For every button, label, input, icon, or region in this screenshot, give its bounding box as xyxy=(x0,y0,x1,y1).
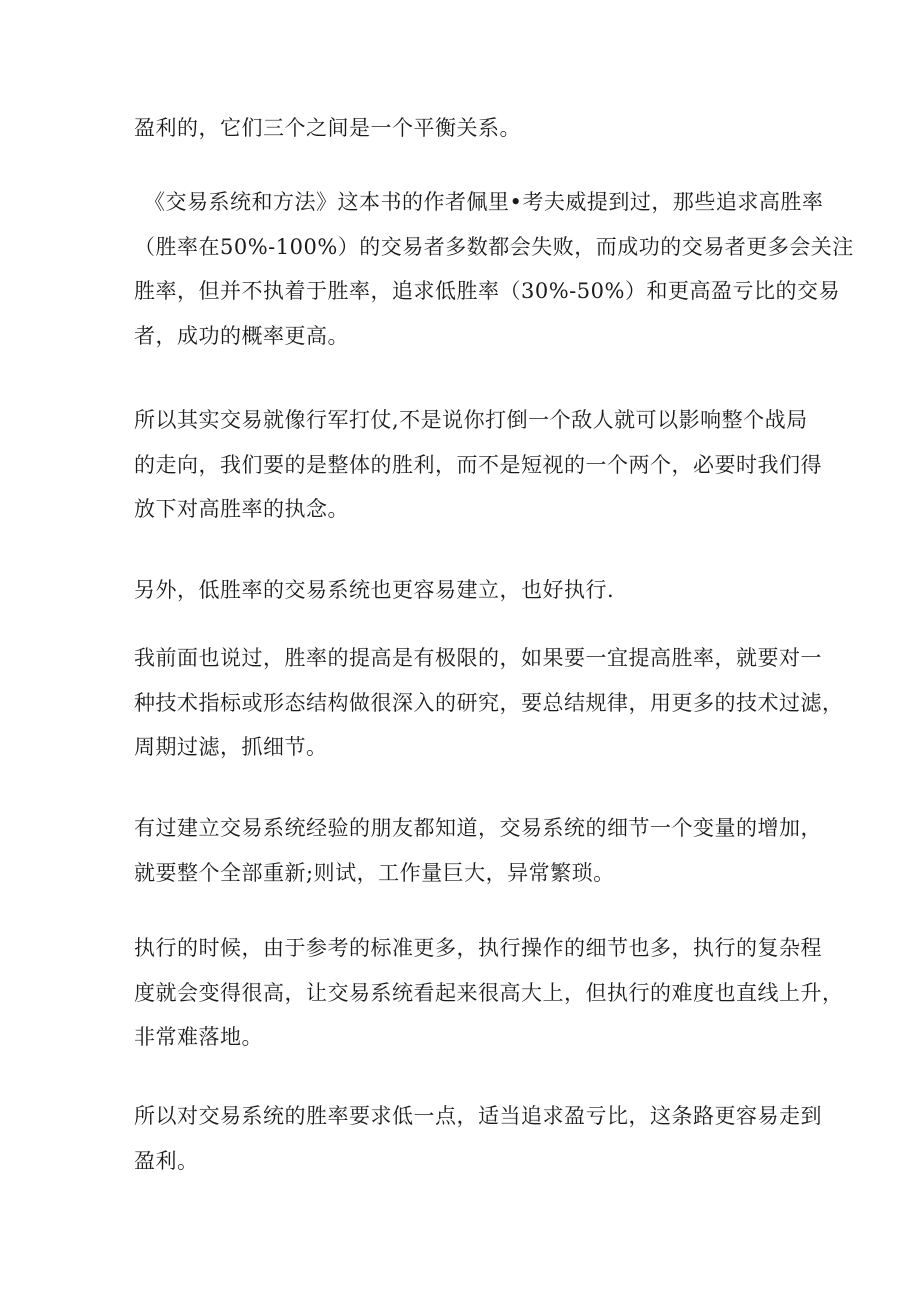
paragraph-line: 者，成功的概率更高。 xyxy=(134,323,349,348)
paragraph-line: 所以对交易系统的胜率要求低一点，适当追求盈亏比，这条路更容易走到 xyxy=(134,1104,822,1128)
paragraph-line: 放下对高胜率的执念。 xyxy=(134,497,349,521)
paragraph-3 xyxy=(134,398,822,532)
paragraph-line: 种技术指标或形态结构做很深入的研究，要总结规律，用更多的技术过滤， xyxy=(134,690,844,715)
paragraph-1 xyxy=(134,106,794,151)
paragraph-line: 胜率，但并不执着于胜率，追求低胜率（30%-50%）和更高盈亏比的交易 xyxy=(134,279,840,303)
paragraph-line: 我前面也说过，胜率的提高是有极限的，如果要一宜提高胜率，就要对一 xyxy=(134,646,822,670)
paragraph-line: 的走向，我们要的是整体的胜利，而不是短视的一个两个，必要时我们得 xyxy=(134,452,822,477)
paragraph-line: 非常难落地。 xyxy=(134,1025,263,1049)
paragraph-line: 所以其实交易就像行军打仗,不是说你打倒一个敌人就可以影响整个战局 xyxy=(134,408,808,432)
paragraph-line: 周期过滤，抓细节。 xyxy=(134,735,328,759)
paragraph-line: 另外，低胜率的交易系统也更容易建立，也好执行. xyxy=(134,578,615,602)
paragraph-line: 度就会变得很高，让交易系统看起来很高大上，但执行的难度也直线上升， xyxy=(134,980,844,1005)
paragraph-line: 就要整个全部重新;则试，工作量巨大，异常繁琐。 xyxy=(134,860,615,885)
paragraph-line: 盈利的，它们三个之间是一个平衡关系。 xyxy=(134,116,521,140)
paragraph-line: 执行的时候，由于参考的标准更多，执行操作的细节也多，执行的复杂程 xyxy=(134,936,822,960)
paragraph-7 xyxy=(134,926,844,1060)
paragraph-line: 《交易系统和方法》这本书的作者佩里•考夫威提到过，那些追求高胜率 xyxy=(144,190,824,214)
paragraph-8 xyxy=(134,1094,822,1183)
paragraph-line: （胜率在50%-100%）的交易者多数都会失败，而成功的交易者更多会关注 xyxy=(134,234,854,259)
paragraph-4 xyxy=(134,568,794,613)
paragraph-line: 有过建立交易系统经验的朋友都知道，交易系统的细节一个变量的增加， xyxy=(134,816,822,840)
paragraph-line: 盈利。 xyxy=(134,1148,199,1173)
paragraph-2 xyxy=(134,180,854,358)
paragraph-5 xyxy=(134,636,844,770)
paragraph-6 xyxy=(134,806,822,895)
